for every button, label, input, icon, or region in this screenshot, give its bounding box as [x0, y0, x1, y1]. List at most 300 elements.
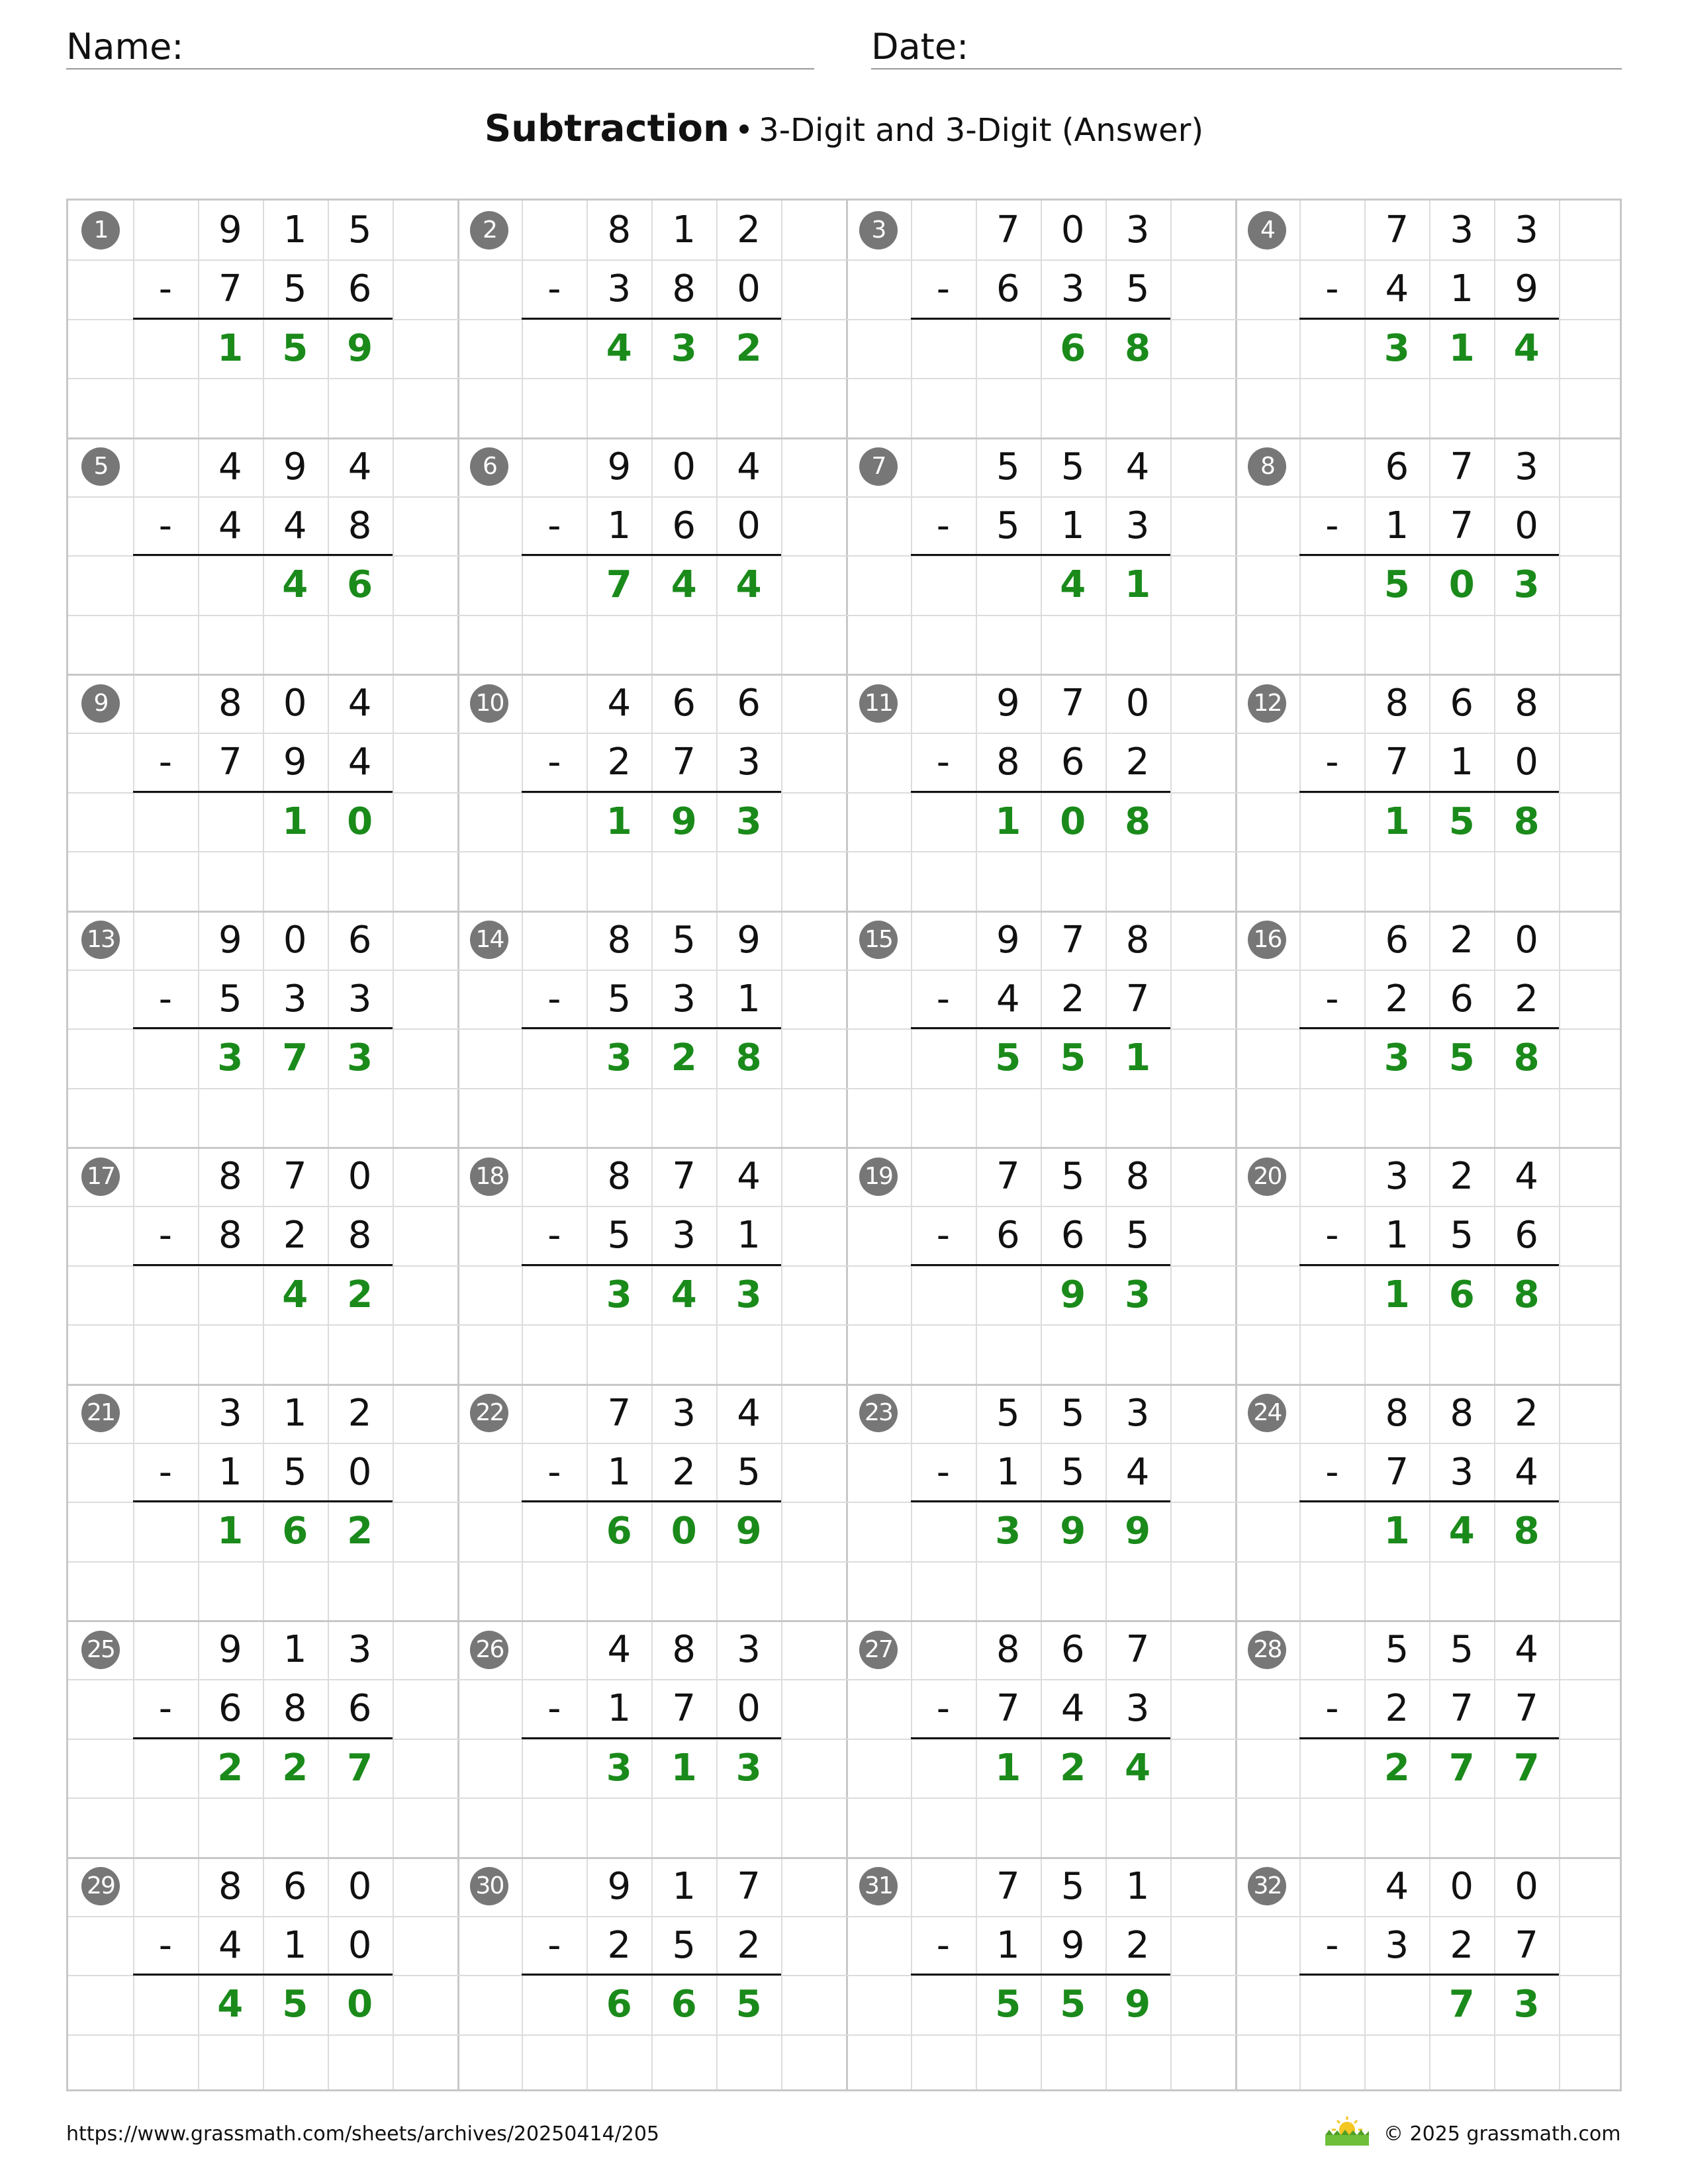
answer-digit: 1: [282, 799, 308, 843]
answer-digit: 3: [995, 1510, 1021, 1553]
minuend-digit: 5: [348, 208, 372, 251]
minuend-digit: 3: [1125, 208, 1150, 251]
subtrahend-digit: 4: [1060, 1687, 1085, 1731]
answer-digit: 4: [671, 563, 697, 607]
minus-sign: -: [936, 267, 950, 311]
problem-13: [68, 911, 457, 1148]
minus-sign: -: [547, 504, 561, 547]
minuend-digit: 6: [348, 918, 372, 962]
minuend-digit: 8: [996, 1628, 1020, 1671]
subtrahend-digit: 0: [1515, 504, 1538, 547]
minuend-digit: 8: [1515, 682, 1538, 725]
problem-21: [68, 1384, 457, 1621]
minus-sign: -: [547, 1450, 561, 1494]
answer-digit: 6: [606, 1510, 632, 1553]
minuend-digit: 7: [1125, 1628, 1150, 1671]
subtrahend-digit: 8: [996, 741, 1020, 784]
subtrahend-digit: 3: [672, 1214, 696, 1257]
answer-digit: 6: [671, 1983, 697, 2026]
subtrahend-digit: 8: [348, 1214, 372, 1257]
minuend-digit: 3: [1515, 208, 1538, 251]
answer-digit: 1: [1383, 799, 1410, 843]
minuend-digit: 1: [283, 1391, 307, 1435]
minus-sign: -: [158, 977, 172, 1021]
minuend-digit: 2: [1515, 1391, 1538, 1435]
subtrahend-digit: 2: [672, 1450, 696, 1494]
answer-digit: 8: [735, 1036, 762, 1080]
minuend-digit: 6: [1060, 1628, 1085, 1671]
answer-digit: 9: [347, 326, 373, 370]
minus-sign: -: [1325, 741, 1339, 784]
minuend-digit: 5: [996, 445, 1020, 488]
problem-16: [1235, 911, 1624, 1148]
minus-sign: -: [936, 1450, 950, 1494]
minus-sign: -: [1325, 267, 1339, 311]
answer-digit: 5: [1060, 1036, 1086, 1080]
subtrahend-digit: 5: [672, 1923, 696, 1967]
minuend-digit: 7: [996, 1155, 1020, 1198]
subtrahend-digit: 1: [1385, 504, 1409, 547]
minuend-digit: 1: [283, 1628, 307, 1671]
answer-digit: 4: [1448, 1510, 1475, 1553]
answer-digit: 1: [1125, 1036, 1151, 1080]
minuend-digit: 6: [1385, 445, 1409, 488]
minuend-digit: 4: [218, 445, 242, 488]
minuend-digit: 4: [1515, 1628, 1538, 1671]
answer-digit: 2: [1060, 1746, 1086, 1790]
minuend-digit: 9: [996, 682, 1020, 725]
minus-sign: -: [936, 1687, 950, 1731]
answer-digit: 8: [1125, 799, 1151, 843]
answer-digit: 0: [347, 799, 373, 843]
problem-number-badge: 23: [859, 1394, 898, 1432]
answer-digit: 4: [217, 1983, 244, 2026]
minuend-digit: 8: [607, 1155, 632, 1198]
answer-digit: 6: [606, 1983, 632, 2026]
minuend-digit: 6: [737, 682, 761, 725]
answer-digit: 4: [1060, 563, 1086, 607]
problem-2: [457, 201, 847, 437]
minuend-digit: 8: [607, 918, 632, 962]
problem-29: [68, 1857, 457, 2094]
answer-digit: 1: [671, 1746, 697, 1790]
minuend-digit: 8: [218, 1864, 242, 1908]
answer-digit: 1: [1383, 1273, 1410, 1316]
problem-25: [68, 1620, 457, 1857]
minuend-digit: 2: [737, 208, 761, 251]
problem-19: [846, 1147, 1235, 1384]
minuend-digit: 9: [218, 918, 242, 962]
answer-digit: 3: [606, 1273, 632, 1316]
problem-30: [457, 1857, 847, 2094]
answer-digit: 2: [347, 1510, 373, 1553]
subtrahend-digit: 5: [283, 267, 307, 311]
minus-sign: -: [547, 1923, 561, 1967]
problem-24: [1235, 1384, 1624, 1621]
answer-digit: 7: [606, 563, 632, 607]
answer-digit: 6: [1448, 1273, 1475, 1316]
answer-digit: 8: [1513, 1273, 1540, 1316]
minus-sign: -: [158, 1214, 172, 1257]
answer-digit: 3: [735, 1746, 762, 1790]
subtrahend-digit: 3: [672, 977, 696, 1021]
subtrahend-digit: 2: [1385, 977, 1409, 1021]
minuend-digit: 7: [996, 1864, 1020, 1908]
subtrahend-digit: 2: [1060, 977, 1085, 1021]
problem-9: [68, 674, 457, 911]
answer-digit: 5: [1060, 1983, 1086, 2026]
answer-digit: 1: [995, 799, 1021, 843]
problem-number-badge: 11: [859, 684, 898, 723]
title-main: Subtraction: [484, 107, 729, 150]
minuend-digit: 0: [348, 1864, 372, 1908]
minuend-digit: 5: [1385, 1628, 1409, 1671]
problem-5: [68, 437, 457, 674]
problem-3: [846, 201, 1235, 437]
minuend-digit: 9: [607, 1864, 632, 1908]
subtrahend-digit: 7: [1125, 977, 1150, 1021]
subtrahend-digit: 8: [218, 1214, 242, 1257]
subtrahend-digit: 4: [218, 1923, 242, 1967]
subtrahend-digit: 3: [283, 977, 307, 1021]
problem-1: [68, 201, 457, 437]
subtrahend-digit: 1: [1450, 741, 1474, 784]
subtrahend-digit: 6: [1450, 977, 1474, 1021]
subtrahend-digit: 5: [607, 1214, 632, 1257]
problem-grid: [66, 199, 1622, 2091]
minuend-digit: 7: [1060, 918, 1085, 962]
subtrahend-digit: 6: [348, 1687, 372, 1731]
minuend-digit: 7: [1385, 208, 1409, 251]
answer-digit: 9: [671, 799, 697, 843]
answer-digit: 1: [1125, 563, 1151, 607]
problem-number-badge: 1: [81, 211, 120, 250]
minus-sign: -: [936, 1214, 950, 1257]
subtrahend-digit: 6: [1060, 741, 1085, 784]
answer-digit: 0: [1060, 799, 1086, 843]
answer-digit: 7: [1448, 1746, 1475, 1790]
minuend-digit: 2: [1450, 1155, 1474, 1198]
answer-digit: 5: [995, 1036, 1021, 1080]
minuend-digit: 7: [1060, 682, 1085, 725]
answer-digit: 9: [1125, 1983, 1151, 2026]
answer-digit: 3: [735, 799, 762, 843]
minus-sign: -: [1325, 977, 1339, 1021]
minuend-digit: 2: [1450, 918, 1474, 962]
subtrahend-digit: 3: [1450, 1450, 1474, 1494]
subtrahend-digit: 1: [607, 1687, 632, 1731]
name-line[interactable]: [66, 68, 814, 69]
answer-digit: 6: [282, 1510, 308, 1553]
subtrahend-digit: 3: [348, 977, 372, 1021]
minuend-digit: 5: [1450, 1628, 1474, 1671]
subtrahend-digit: 1: [737, 977, 761, 1021]
subtrahend-digit: 1: [1385, 1214, 1409, 1257]
answer-digit: 6: [347, 563, 373, 607]
problem-27: [846, 1620, 1235, 1857]
minuend-digit: 5: [1060, 1864, 1085, 1908]
subtrahend-digit: 2: [1125, 741, 1150, 784]
subtrahend-digit: 9: [1060, 1923, 1085, 1967]
minus-sign: -: [1325, 1214, 1339, 1257]
subtrahend-digit: 0: [737, 267, 761, 311]
answer-digit: 0: [671, 1510, 697, 1553]
minuend-digit: 1: [672, 208, 696, 251]
subtrahend-digit: 4: [1125, 1450, 1150, 1494]
answer-digit: 5: [1448, 1036, 1475, 1080]
problem-number-badge: 14: [470, 921, 508, 959]
minus-sign: -: [547, 267, 561, 311]
minuend-digit: 4: [1385, 1864, 1409, 1908]
problem-7: [846, 437, 1235, 674]
minuend-digit: 6: [1450, 682, 1474, 725]
subtrahend-digit: 6: [218, 1687, 242, 1731]
answer-digit: 3: [735, 1273, 762, 1316]
name-label: Name:: [66, 26, 184, 68]
subtrahend-digit: 9: [1515, 267, 1538, 311]
answer-digit: 0: [347, 1983, 373, 2026]
problem-number-badge: 31: [859, 1867, 898, 1905]
problem-number-badge: 28: [1248, 1631, 1286, 1669]
minuend-digit: 8: [218, 1155, 242, 1198]
minuend-digit: 4: [737, 1155, 761, 1198]
subtrahend-digit: 6: [672, 504, 696, 547]
problem-10: [457, 674, 847, 911]
problem-14: [457, 911, 847, 1148]
subtrahend-digit: 4: [1385, 267, 1409, 311]
subtrahend-digit: 7: [996, 1687, 1020, 1731]
minus-sign: -: [158, 741, 172, 784]
answer-digit: 5: [735, 1983, 762, 2026]
problem-20: [1235, 1147, 1624, 1384]
minuend-digit: 0: [1515, 1864, 1538, 1908]
minuend-digit: 7: [996, 208, 1020, 251]
problem-6: [457, 437, 847, 674]
subtrahend-digit: 7: [672, 1687, 696, 1731]
subtrahend-digit: 5: [1450, 1214, 1474, 1257]
problem-number-badge: 22: [470, 1394, 508, 1432]
subtrahend-digit: 5: [1125, 1214, 1150, 1257]
problem-number-badge: 12: [1248, 684, 1286, 723]
answer-digit: 2: [217, 1746, 244, 1790]
problem-28: [1235, 1620, 1624, 1857]
subtrahend-digit: 7: [1450, 504, 1474, 547]
minus-sign: -: [547, 1214, 561, 1257]
minus-sign: -: [1325, 504, 1339, 547]
subtrahend-digit: 7: [1450, 1687, 1474, 1731]
problem-number-badge: 2: [470, 211, 508, 250]
answer-digit: 8: [1513, 799, 1540, 843]
answer-digit: 1: [1383, 1510, 1410, 1553]
answer-digit: 1: [217, 1510, 244, 1553]
problem-number-badge: 4: [1248, 211, 1286, 250]
subtrahend-digit: 5: [218, 977, 242, 1021]
subtrahend-digit: 4: [283, 504, 307, 547]
minuend-digit: 7: [607, 1391, 632, 1435]
minuend-digit: 9: [218, 1628, 242, 1671]
answer-digit: 3: [606, 1036, 632, 1080]
minuend-digit: 0: [348, 1155, 372, 1198]
answer-digit: 2: [347, 1273, 373, 1316]
answer-digit: 9: [1125, 1510, 1151, 1553]
answer-digit: 8: [1513, 1510, 1540, 1553]
minuend-digit: 5: [996, 1391, 1020, 1435]
minuend-digit: 3: [1450, 208, 1474, 251]
answer-digit: 2: [1383, 1746, 1410, 1790]
answer-digit: 4: [1125, 1746, 1151, 1790]
problem-number-badge: 20: [1248, 1158, 1286, 1196]
minuend-digit: 7: [672, 1155, 696, 1198]
problem-number-badge: 9: [81, 684, 120, 723]
problem-number-badge: 29: [81, 1867, 120, 1905]
subtrahend-digit: 5: [607, 977, 632, 1021]
subtrahend-digit: 6: [996, 267, 1020, 311]
answer-digit: 3: [1383, 326, 1410, 370]
answer-digit: 2: [735, 326, 762, 370]
minuend-digit: 5: [672, 918, 696, 962]
problem-number-badge: 5: [81, 447, 120, 486]
subtrahend-digit: 2: [1125, 1923, 1150, 1967]
answer-digit: 0: [1448, 563, 1475, 607]
answer-digit: 1: [606, 799, 632, 843]
minuend-digit: 2: [348, 1391, 372, 1435]
problem-number-badge: 32: [1248, 1867, 1286, 1905]
answer-digit: 3: [1383, 1036, 1410, 1080]
problem-number-badge: 27: [859, 1631, 898, 1669]
minuend-digit: 8: [1385, 1391, 1409, 1435]
minuend-digit: 7: [737, 1864, 761, 1908]
problem-number-badge: 10: [470, 684, 508, 723]
subtrahend-digit: 2: [1385, 1687, 1409, 1731]
problem-23: [846, 1384, 1235, 1621]
minus-sign: -: [158, 267, 172, 311]
minus-sign: -: [547, 1687, 561, 1731]
date-label: Date:: [871, 26, 969, 68]
minus-sign: -: [936, 1923, 950, 1967]
subtrahend-digit: 2: [607, 1923, 632, 1967]
minuend-digit: 8: [1125, 1155, 1150, 1198]
minuend-digit: 3: [1515, 445, 1538, 488]
answer-digit: 5: [1383, 563, 1410, 607]
minuend-digit: 7: [283, 1155, 307, 1198]
footer-url: https://www.grassmath.com/sheets/archives/20250414/205: [66, 2122, 660, 2146]
answer-digit: 4: [606, 326, 632, 370]
answer-digit: 2: [671, 1036, 697, 1080]
minuend-digit: 0: [283, 918, 307, 962]
subtrahend-digit: 3: [1125, 504, 1150, 547]
minus-sign: -: [158, 1923, 172, 1967]
problem-32: [1235, 1857, 1624, 2094]
minuend-digit: 3: [672, 1391, 696, 1435]
problem-12: [1235, 674, 1624, 911]
answer-digit: 4: [1513, 326, 1540, 370]
subtrahend-digit: 7: [1385, 741, 1409, 784]
answer-digit: 5: [995, 1983, 1021, 2026]
minuend-digit: 5: [1060, 1391, 1085, 1435]
subtrahend-digit: 7: [1515, 1687, 1538, 1731]
subtrahend-digit: 5: [737, 1450, 761, 1494]
answer-digit: 8: [1125, 326, 1151, 370]
answer-digit: 7: [1513, 1746, 1540, 1790]
minus-sign: -: [547, 741, 561, 784]
problem-number-badge: 7: [859, 447, 898, 486]
minuend-digit: 4: [607, 682, 632, 725]
answer-digit: 3: [671, 326, 697, 370]
answer-digit: 9: [735, 1510, 762, 1553]
minuend-digit: 5: [1060, 1155, 1085, 1198]
problem-number-badge: 21: [81, 1394, 120, 1432]
subtrahend-digit: 8: [283, 1687, 307, 1731]
minuend-digit: 3: [1125, 1391, 1150, 1435]
subtrahend-digit: 1: [996, 1923, 1020, 1967]
minuend-digit: 1: [283, 208, 307, 251]
subtrahend-digit: 3: [1385, 1923, 1409, 1967]
answer-digit: 5: [1448, 799, 1475, 843]
subtrahend-digit: 3: [1060, 267, 1085, 311]
answer-digit: 4: [671, 1273, 697, 1316]
answer-digit: 7: [1448, 1983, 1475, 2026]
subtrahend-digit: 0: [348, 1450, 372, 1494]
problem-number-badge: 18: [470, 1158, 508, 1196]
minuend-digit: 4: [737, 445, 761, 488]
subtrahend-digit: 4: [218, 504, 242, 547]
minuend-digit: 8: [1385, 682, 1409, 725]
minuend-digit: 4: [607, 1628, 632, 1671]
minuend-digit: 9: [283, 445, 307, 488]
subtrahend-digit: 1: [737, 1214, 761, 1257]
subtrahend-digit: 7: [218, 741, 242, 784]
problem-4: [1235, 201, 1624, 437]
date-line[interactable]: [871, 68, 1622, 69]
minuend-digit: 3: [218, 1391, 242, 1435]
problem-11: [846, 674, 1235, 911]
subtrahend-digit: 1: [1450, 267, 1474, 311]
problem-number-badge: 19: [859, 1158, 898, 1196]
minus-sign: -: [936, 977, 950, 1021]
problem-number-badge: 30: [470, 1867, 508, 1905]
answer-digit: 7: [282, 1036, 308, 1080]
subtrahend-digit: 8: [672, 267, 696, 311]
subtrahend-digit: 2: [283, 1214, 307, 1257]
minuend-digit: 8: [218, 682, 242, 725]
answer-digit: 9: [1060, 1510, 1086, 1553]
subtrahend-digit: 1: [1060, 504, 1085, 547]
subtrahend-digit: 4: [348, 741, 372, 784]
answer-digit: 5: [282, 326, 308, 370]
worksheet-title: [0, 106, 1688, 154]
subtrahend-digit: 9: [283, 741, 307, 784]
minuend-digit: 3: [348, 1628, 372, 1671]
answer-digit: 2: [282, 1746, 308, 1790]
subtrahend-digit: 1: [607, 1450, 632, 1494]
subtrahend-digit: 3: [1125, 1687, 1150, 1731]
answer-digit: 8: [1513, 1036, 1540, 1080]
problem-number-badge: 24: [1248, 1394, 1286, 1432]
subtrahend-digit: 6: [348, 267, 372, 311]
subtrahend-digit: 7: [218, 267, 242, 311]
minuend-digit: 0: [283, 682, 307, 725]
subtrahend-digit: 1: [607, 504, 632, 547]
subtrahend-digit: 6: [996, 1214, 1020, 1257]
problem-number-badge: 26: [470, 1631, 508, 1669]
subtrahend-digit: 5: [1125, 267, 1150, 311]
answer-digit: 4: [735, 563, 762, 607]
answer-digit: 3: [1513, 1983, 1540, 2026]
minuend-digit: 6: [1385, 918, 1409, 962]
minuend-digit: 9: [218, 208, 242, 251]
title-separator: •: [734, 112, 754, 149]
problem-17: [68, 1147, 457, 1384]
